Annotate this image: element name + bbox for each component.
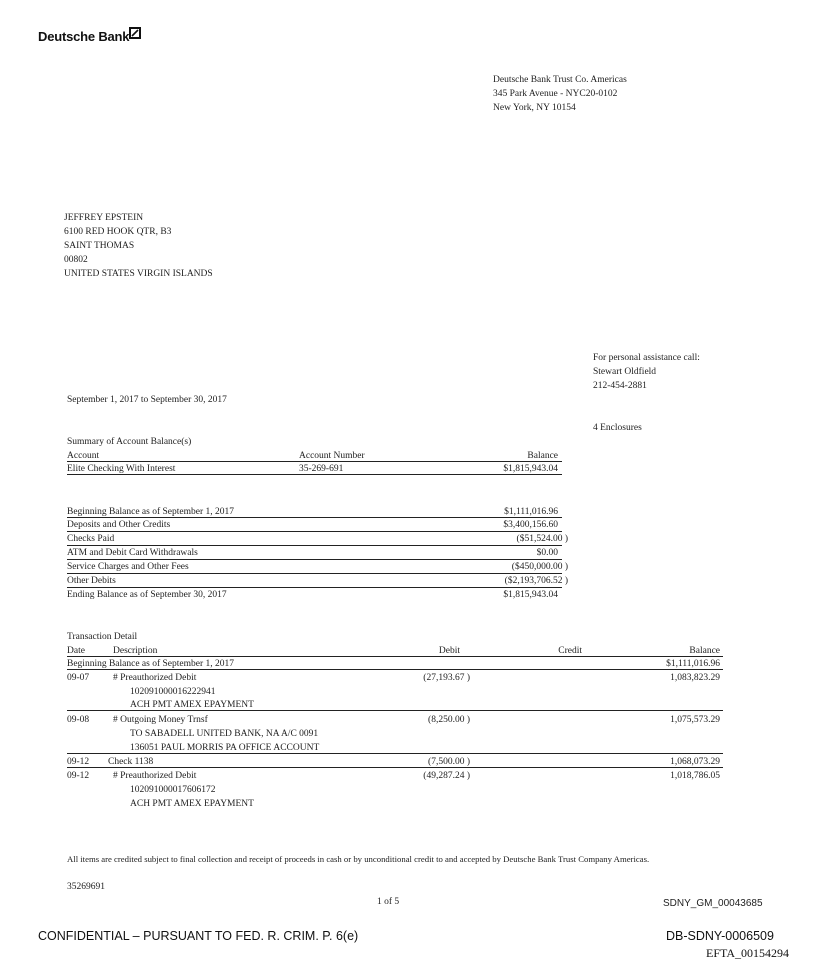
efta-stamp: EFTA_00154294 xyxy=(706,946,790,960)
txn-date: 09-08 xyxy=(67,715,90,725)
statement-period: September 1, 2017 to September 30, 2017 xyxy=(67,395,227,405)
deutsche-bank-slash-logo-icon xyxy=(129,27,141,39)
txn-balance: 1,068,073.29 xyxy=(670,757,720,767)
txn-date: 09-12 xyxy=(67,771,90,781)
txn-debit: (7,500.00 ) xyxy=(428,757,470,767)
txn-debit: (27,193.67 ) xyxy=(423,673,470,683)
bank-logo-text: Deutsche Bank xyxy=(38,29,130,44)
txn-detail-line: ACH PMT AMEX EPAYMENT xyxy=(130,799,254,809)
customer-address-line: UNITED STATES VIRGIN ISLANDS xyxy=(64,269,213,279)
txn-balance: 1,075,573.29 xyxy=(670,715,720,725)
balance-label: ATM and Debit Card Withdrawals xyxy=(67,548,198,558)
balance-value: ($450,000.00 ) xyxy=(511,562,568,572)
summary-header-account: Account xyxy=(67,451,100,461)
summary-title: Summary of Account Balance(s) xyxy=(67,437,192,447)
txn-header-debit: Debit xyxy=(438,646,460,656)
txn-date: 09-07 xyxy=(67,673,90,683)
collection-footnote: All items are credited subject to final collection and receipt of proceeds in cash or by unconditional credit to and accepted by Deutsche Bank Trust Company Americas. xyxy=(67,854,650,864)
txn-description: # Preauthorized Debit xyxy=(113,771,197,781)
txn-balance: 1,018,786.05 xyxy=(670,771,720,781)
txn-header-description: Description xyxy=(113,646,158,656)
sdny-gm-stamp: SDNY_GM_00043685 xyxy=(663,898,763,909)
summary-header-account-number: Account Number xyxy=(299,451,365,461)
account-code: 35269691 xyxy=(67,882,105,892)
balance-value: $1,111,016.96 xyxy=(504,507,558,517)
txn-header-balance: Balance xyxy=(689,646,720,656)
personal-assistance xyxy=(593,351,700,393)
bank-address-line: New York, NY 10154 xyxy=(493,103,576,113)
txn-description: # Outgoing Money Trnsf xyxy=(113,715,208,725)
bank-address-line: Deutsche Bank Trust Co. Americas xyxy=(493,75,627,85)
bank-address-line: 345 Park Avenue - NYC20-0102 xyxy=(493,89,618,99)
summary-account-number: 35-269-691 xyxy=(299,464,344,474)
txn-debit: (49,287.24 ) xyxy=(423,771,470,781)
txn-row-divider xyxy=(67,710,723,711)
customer-address-line: SAINT THOMAS xyxy=(64,241,135,251)
balance-value: $0.00 xyxy=(536,548,558,558)
assistance-line: Stewart Oldfield xyxy=(593,367,657,377)
txn-header-credit: Credit xyxy=(558,646,582,656)
enclosures-count: 4 Enclosures xyxy=(593,423,642,433)
page-number: 1 of 5 xyxy=(377,897,400,907)
summary-header-balance: Balance xyxy=(527,451,558,461)
txn-detail-line: TO SABADELL UNITED BANK, NA A/C 0091 xyxy=(130,729,319,739)
txn-beginning-label: Beginning Balance as of September 1, 2017 xyxy=(67,659,235,669)
txn-balance: 1,083,823.29 xyxy=(670,673,720,683)
customer-address-line: JEFFREY EPSTEIN xyxy=(64,213,144,223)
balance-value: ($2,193,706.52 ) xyxy=(504,576,568,586)
txn-row-divider xyxy=(67,767,723,768)
txn-detail-line: 136051 PAUL MORRIS PA OFFICE ACCOUNT xyxy=(130,743,320,753)
customer-address xyxy=(64,211,213,281)
balance-label: Checks Paid xyxy=(67,534,115,544)
transaction-detail-title: Transaction Detail xyxy=(67,632,138,642)
balance-value: $1,815,943.04 xyxy=(503,590,558,600)
assistance-line: 212-454-2881 xyxy=(593,381,647,391)
balance-label: Deposits and Other Credits xyxy=(67,520,171,530)
summary-row-divider xyxy=(67,474,562,475)
balance-label: Beginning Balance as of September 1, 2017 xyxy=(67,507,235,517)
confidential-notice: CONFIDENTIAL – PURSUANT TO FED. R. CRIM. P. 6(e) xyxy=(38,929,359,943)
txn-detail-line: ACH PMT AMEX EPAYMENT xyxy=(130,700,254,710)
balance-label: Ending Balance as of September 30, 2017 xyxy=(67,590,227,600)
balance-value: ($51,524.00 ) xyxy=(516,534,568,544)
txn-detail-line: 102091000017606172 xyxy=(130,785,216,795)
txn-debit: (8,250.00 ) xyxy=(428,715,470,725)
summary-account-name: Elite Checking With Interest xyxy=(67,464,176,474)
txn-description: Check 1138 xyxy=(108,757,154,767)
customer-address-line: 00802 xyxy=(64,255,88,265)
txn-header-date: Date xyxy=(67,646,85,656)
txn-row-divider xyxy=(67,753,723,754)
balance-label: Other Debits xyxy=(67,576,116,586)
txn-date: 09-12 xyxy=(67,757,90,767)
balance-label: Service Charges and Other Fees xyxy=(67,562,189,572)
balance-value: $3,400,156.60 xyxy=(503,520,558,530)
customer-address-line: 6100 RED HOOK QTR, B3 xyxy=(64,227,172,237)
assistance-line: For personal assistance call: xyxy=(593,353,700,363)
txn-beginning-balance: $1,111,016.96 xyxy=(666,659,720,669)
bank-address xyxy=(493,73,627,115)
db-sdny-stamp: DB-SDNY-0006509 xyxy=(666,929,774,943)
txn-row-divider xyxy=(67,669,723,670)
txn-description: # Preauthorized Debit xyxy=(113,673,197,683)
summary-balance: $1,815,943.04 xyxy=(503,464,558,474)
txn-detail-line: 102091000016222941 xyxy=(130,687,216,697)
